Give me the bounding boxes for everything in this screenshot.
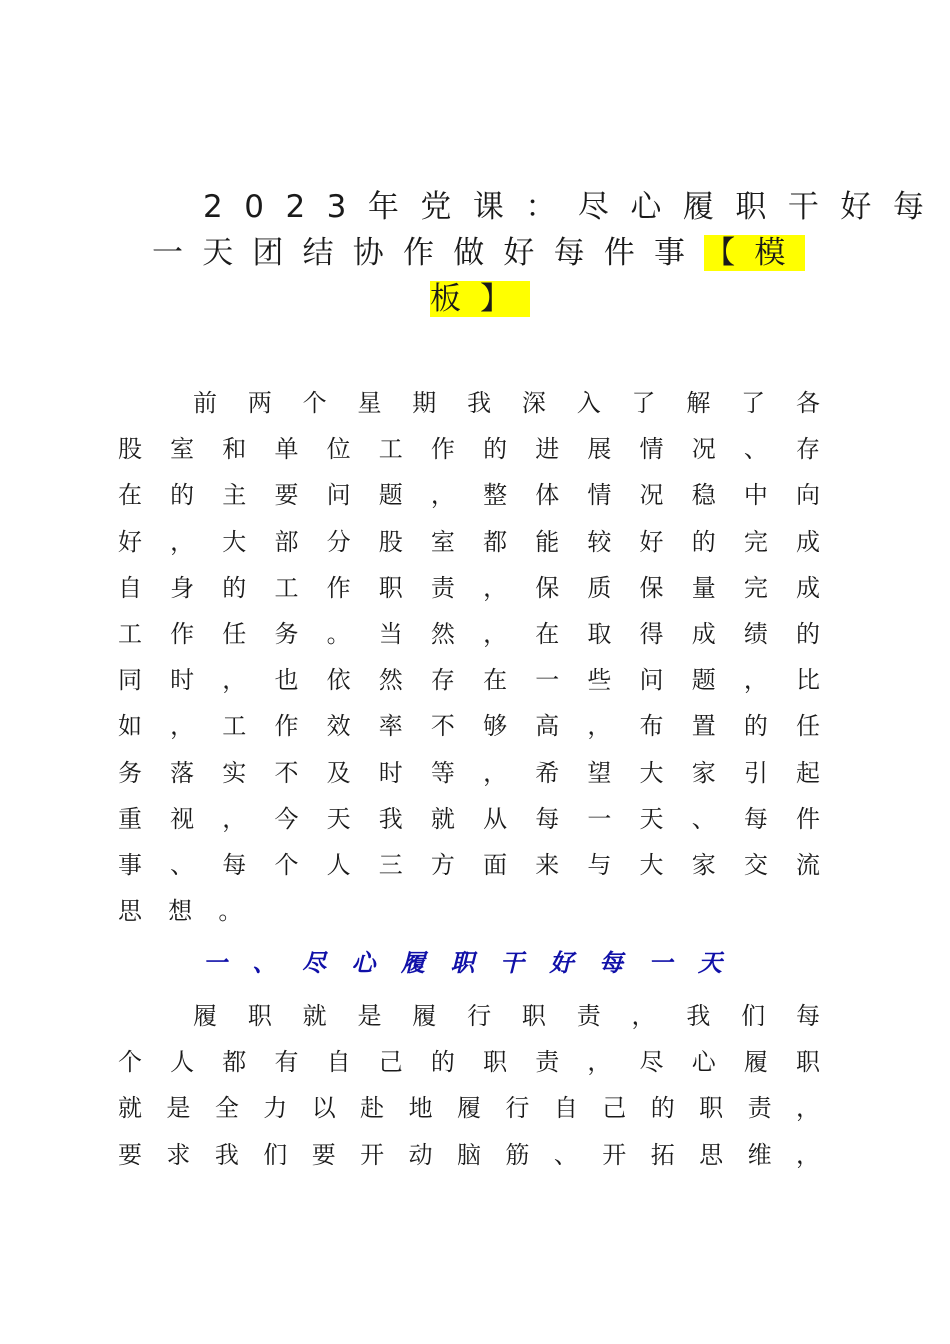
paragraph-char: 题 bbox=[378, 481, 403, 510]
paragraph-char: 职 bbox=[247, 1002, 272, 1030]
paragraph-char: 思 bbox=[699, 1140, 724, 1169]
paragraph-char: 一 bbox=[587, 804, 612, 833]
paragraph-char: ， bbox=[483, 620, 508, 648]
paragraph-char: 有 bbox=[274, 1048, 299, 1077]
paragraph-char: 较 bbox=[587, 527, 612, 556]
paragraph-char: 稳 bbox=[691, 481, 716, 510]
paragraph-char: 。 bbox=[218, 897, 243, 926]
paragraph-char: 实 bbox=[222, 758, 247, 787]
paragraph-char: 、 bbox=[170, 851, 195, 879]
paragraph-char: 今 bbox=[274, 804, 299, 833]
paragraph-char: 落 bbox=[170, 758, 195, 787]
paragraph-char: 方 bbox=[430, 851, 455, 879]
paragraph-char: 各 bbox=[796, 389, 820, 417]
paragraph-char: 分 bbox=[326, 527, 351, 556]
paragraph-char: 己 bbox=[378, 1048, 403, 1077]
paragraph-char: 地 bbox=[408, 1094, 433, 1123]
paragraph-char: 以 bbox=[311, 1094, 336, 1123]
paragraph-char: 的 bbox=[222, 573, 247, 602]
paragraph-char: 问 bbox=[639, 666, 664, 695]
paragraph-char: 前 bbox=[193, 389, 217, 417]
paragraph-char: 。 bbox=[326, 620, 351, 648]
paragraph-char: 也 bbox=[274, 666, 299, 695]
paragraph-char: 重 bbox=[118, 804, 142, 833]
paragraph-char: 不 bbox=[274, 758, 299, 787]
paragraph-char: 要 bbox=[118, 1140, 142, 1169]
paragraph-char: 存 bbox=[796, 435, 820, 464]
paragraph-char: 入 bbox=[576, 389, 601, 417]
paragraph-char: 动 bbox=[408, 1140, 433, 1169]
paragraph-char: 从 bbox=[483, 804, 508, 833]
paragraph-char: 保 bbox=[639, 573, 664, 602]
paragraph-char: 想 bbox=[168, 897, 193, 926]
title-line-3 bbox=[430, 276, 530, 322]
paragraph-char: 室 bbox=[170, 435, 195, 464]
paragraph-char: 责 bbox=[430, 573, 455, 602]
paragraph-char: 们 bbox=[263, 1140, 288, 1169]
paragraph-char: 个 bbox=[118, 1048, 142, 1077]
paragraph-char: ， bbox=[170, 527, 195, 556]
paragraph-char: ， bbox=[796, 1140, 820, 1169]
paragraph-char: 求 bbox=[166, 1140, 191, 1169]
paragraph-char: 任 bbox=[796, 712, 820, 741]
paragraph-char: ， bbox=[170, 712, 195, 741]
paragraph-char: 件 bbox=[796, 804, 820, 833]
paragraph-char: 的 bbox=[430, 1048, 455, 1077]
paragraph-char: 的 bbox=[483, 435, 508, 464]
paragraph-char: ， bbox=[430, 481, 455, 510]
paragraph-char: 解 bbox=[686, 389, 711, 417]
paragraph-char: 自 bbox=[553, 1094, 578, 1123]
paragraph-char: 每 bbox=[743, 804, 768, 833]
paragraph-char: 及 bbox=[326, 758, 351, 787]
paragraph-char: 、 bbox=[691, 804, 716, 833]
paragraph-char: 取 bbox=[587, 620, 612, 648]
paragraph-char: 赴 bbox=[360, 1094, 385, 1123]
paragraph-char: 部 bbox=[274, 527, 299, 556]
paragraph-char: 与 bbox=[587, 851, 612, 879]
paragraph-char: 和 bbox=[222, 435, 247, 464]
paragraph-char: 开 bbox=[360, 1140, 385, 1169]
paragraph-char: 保 bbox=[535, 573, 560, 602]
paragraph-char: 履 bbox=[193, 1002, 217, 1030]
paragraph-char: 工 bbox=[118, 620, 142, 648]
paragraph-char: 完 bbox=[743, 573, 768, 602]
paragraph-char: 天 bbox=[326, 804, 351, 833]
title-line-2 bbox=[152, 230, 805, 276]
paragraph-char: 存 bbox=[430, 666, 455, 695]
paragraph-char: 全 bbox=[214, 1094, 239, 1123]
paragraph-char: 来 bbox=[535, 851, 560, 879]
paragraph-char: 况 bbox=[639, 481, 664, 510]
paragraph-char: 维 bbox=[747, 1140, 772, 1169]
paragraph-char: 大 bbox=[639, 758, 664, 787]
paragraph-char: 好 bbox=[639, 527, 664, 556]
paragraph-char: 中 bbox=[743, 481, 768, 510]
paragraph-char: 责 bbox=[535, 1048, 560, 1077]
paragraph-char: 望 bbox=[587, 758, 612, 787]
paragraph-char: 就 bbox=[302, 1002, 327, 1030]
paragraph-char: ， bbox=[222, 666, 247, 695]
paragraph-char: 筋 bbox=[505, 1140, 530, 1169]
paragraph-char: 交 bbox=[743, 851, 768, 879]
paragraph-char: 作 bbox=[170, 620, 195, 648]
paragraph-char: 在 bbox=[118, 481, 142, 510]
paragraph-char: 每 bbox=[535, 804, 560, 833]
paragraph-char: 同 bbox=[118, 666, 142, 695]
paragraph-char: 流 bbox=[796, 851, 820, 879]
paragraph-char: 不 bbox=[430, 712, 455, 741]
paragraph-char: 大 bbox=[222, 527, 247, 556]
paragraph-char: 成 bbox=[796, 527, 820, 556]
paragraph-char: 的 bbox=[170, 481, 195, 510]
paragraph-char: 我 bbox=[467, 389, 492, 417]
paragraph-char: 每 bbox=[796, 1002, 820, 1030]
paragraph-char: 量 bbox=[691, 573, 716, 602]
paragraph-char: 天 bbox=[639, 804, 664, 833]
paragraph-char: 主 bbox=[222, 481, 247, 510]
paragraph-char: 布 bbox=[639, 712, 664, 741]
paragraph-char: 任 bbox=[222, 620, 247, 648]
paragraph-char: 人 bbox=[170, 1048, 195, 1077]
title-line-1: 2023年党课：尽心履职干好每 bbox=[203, 189, 946, 225]
paragraph-char: 尽 bbox=[639, 1048, 664, 1077]
paragraph-char: 每 bbox=[222, 851, 247, 879]
paragraph-char: 情 bbox=[587, 481, 612, 510]
paragraph-char: 我 bbox=[214, 1140, 239, 1169]
paragraph-char: 然 bbox=[430, 620, 455, 648]
paragraph-char: 心 bbox=[691, 1048, 716, 1077]
paragraph-char: 职 bbox=[796, 1048, 820, 1077]
paragraph-char: 要 bbox=[311, 1140, 336, 1169]
paragraph-char: 力 bbox=[263, 1094, 288, 1123]
paragraph-char: ， bbox=[743, 666, 768, 695]
paragraph-char: 时 bbox=[170, 666, 195, 695]
paragraph-char: 大 bbox=[639, 851, 664, 879]
paragraph-char: ， bbox=[483, 758, 508, 787]
paragraph-char: 比 bbox=[796, 666, 820, 695]
paragraph-char: 思 bbox=[118, 897, 142, 926]
paragraph-char: 职 bbox=[521, 1002, 546, 1030]
paragraph-char: 是 bbox=[166, 1094, 191, 1123]
paragraph-char: 人 bbox=[326, 851, 351, 879]
paragraph-char: 展 bbox=[587, 435, 612, 464]
paragraph-char: 履 bbox=[457, 1094, 481, 1123]
section-heading-1: 一、尽心履职干好每一天 bbox=[203, 949, 748, 977]
paragraph-char: 职 bbox=[483, 1048, 508, 1077]
paragraph-char: 视 bbox=[170, 804, 195, 833]
paragraph-char: 都 bbox=[483, 527, 508, 556]
paragraph-char: 职 bbox=[378, 573, 403, 602]
paragraph-char: 绩 bbox=[743, 620, 768, 648]
paragraph-char: 的 bbox=[691, 527, 716, 556]
paragraph-char: 自 bbox=[326, 1048, 351, 1077]
paragraph-char: 好 bbox=[118, 527, 142, 556]
paragraph-char: 三 bbox=[378, 851, 403, 879]
title-line-2-text: 一天团结协作做好每件事 bbox=[152, 235, 705, 271]
paragraph-char: 些 bbox=[587, 666, 612, 695]
paragraph-char: 股 bbox=[378, 527, 403, 556]
paragraph-char: 家 bbox=[691, 758, 716, 787]
paragraph-char: ， bbox=[631, 1002, 656, 1030]
paragraph-char: 责 bbox=[747, 1094, 772, 1123]
paragraph-char: 两 bbox=[247, 389, 272, 417]
paragraph-char: 时 bbox=[378, 758, 403, 787]
paragraph-char: 工 bbox=[274, 573, 299, 602]
paragraph-char: 依 bbox=[326, 666, 351, 695]
paragraph-char: 高 bbox=[535, 712, 560, 741]
paragraph-char: 我 bbox=[378, 804, 403, 833]
paragraph-char: 们 bbox=[741, 1002, 766, 1030]
paragraph-char: ， bbox=[796, 1094, 820, 1123]
paragraph-char: 行 bbox=[505, 1094, 530, 1123]
paragraph-char: 职 bbox=[699, 1094, 724, 1123]
paragraph-char: 要 bbox=[274, 481, 299, 510]
paragraph-char: 、 bbox=[743, 435, 768, 464]
paragraph-char: 体 bbox=[535, 481, 560, 510]
paragraph-char: 效 bbox=[326, 712, 351, 741]
paragraph-char: 就 bbox=[118, 1094, 142, 1123]
paragraph-char: ， bbox=[483, 573, 508, 602]
paragraph-char: 家 bbox=[691, 851, 716, 879]
paragraph-char: 作 bbox=[326, 573, 351, 602]
paragraph-char: 星 bbox=[357, 389, 382, 417]
paragraph-char: ， bbox=[587, 1048, 612, 1077]
paragraph-char: 完 bbox=[743, 527, 768, 556]
paragraph-char: 情 bbox=[639, 435, 664, 464]
paragraph-char: 问 bbox=[326, 481, 351, 510]
paragraph-char: 了 bbox=[631, 389, 656, 417]
paragraph-char: 在 bbox=[535, 620, 560, 648]
paragraph-char: 题 bbox=[691, 666, 716, 695]
paragraph-char: 个 bbox=[302, 389, 327, 417]
paragraph-char: 成 bbox=[691, 620, 716, 648]
paragraph-char: 然 bbox=[378, 666, 403, 695]
paragraph-char: 单 bbox=[274, 435, 299, 464]
paragraph-char: 够 bbox=[483, 712, 508, 741]
paragraph-char: 等 bbox=[430, 758, 455, 787]
paragraph-char: 脑 bbox=[457, 1140, 481, 1169]
title-highlight-1: 【模 bbox=[704, 235, 805, 271]
paragraph-char: 履 bbox=[412, 1002, 437, 1030]
paragraph-char: 都 bbox=[222, 1048, 247, 1077]
paragraph-char: 室 bbox=[430, 527, 455, 556]
paragraph-char: 己 bbox=[602, 1094, 627, 1123]
paragraph-char: 向 bbox=[796, 481, 820, 510]
paragraph-char: 务 bbox=[274, 620, 299, 648]
paragraph-char: 作 bbox=[430, 435, 455, 464]
paragraph-char: 的 bbox=[796, 620, 820, 648]
paragraph-char: 率 bbox=[378, 712, 403, 741]
paragraph-char: 起 bbox=[796, 758, 820, 787]
paragraph-char: 的 bbox=[650, 1094, 675, 1123]
paragraph-char: 行 bbox=[467, 1002, 492, 1030]
paragraph-char: 能 bbox=[535, 527, 560, 556]
paragraph-char: 工 bbox=[222, 712, 247, 741]
paragraph-char: 我 bbox=[686, 1002, 711, 1030]
paragraph-char: 一 bbox=[535, 666, 560, 695]
paragraph-char: 身 bbox=[170, 573, 195, 602]
paragraph-char: 开 bbox=[602, 1140, 627, 1169]
paragraph-char: 是 bbox=[357, 1002, 382, 1030]
paragraph-char: 面 bbox=[483, 851, 508, 879]
paragraph-char: ， bbox=[222, 804, 247, 833]
paragraph-char: 质 bbox=[587, 573, 612, 602]
paragraph-char: 的 bbox=[743, 712, 768, 741]
paragraph-char: 工 bbox=[378, 435, 403, 464]
paragraph-char: 得 bbox=[639, 620, 664, 648]
paragraph-char: 当 bbox=[378, 620, 403, 648]
paragraph-char: 期 bbox=[412, 389, 437, 417]
paragraph-char: 作 bbox=[274, 712, 299, 741]
paragraph-char: 拓 bbox=[650, 1140, 675, 1169]
paragraph-char: 履 bbox=[743, 1048, 768, 1077]
paragraph-char: 希 bbox=[535, 758, 560, 787]
paragraph-char: 责 bbox=[576, 1002, 601, 1030]
paragraph-char: 成 bbox=[796, 573, 820, 602]
title-highlight-2: 板】 bbox=[430, 281, 530, 317]
paragraph-char: 深 bbox=[521, 389, 546, 417]
paragraph-char: 整 bbox=[483, 481, 508, 510]
paragraph-char: 股 bbox=[118, 435, 142, 464]
paragraph-char: 在 bbox=[483, 666, 508, 695]
paragraph-char: 如 bbox=[118, 712, 142, 741]
paragraph-char: 位 bbox=[326, 435, 351, 464]
paragraph-char: 引 bbox=[743, 758, 768, 787]
paragraph-char: 进 bbox=[535, 435, 560, 464]
paragraph-char: 个 bbox=[274, 851, 299, 879]
paragraph-char: 务 bbox=[118, 758, 142, 787]
paragraph-char: 况 bbox=[691, 435, 716, 464]
paragraph-char: 自 bbox=[118, 573, 142, 602]
paragraph-char: 置 bbox=[691, 712, 716, 741]
paragraph-char: 事 bbox=[118, 851, 142, 879]
paragraph-char: 就 bbox=[430, 804, 455, 833]
paragraph-char: 了 bbox=[741, 389, 766, 417]
paragraph-char: ， bbox=[587, 712, 612, 741]
paragraph-char: 、 bbox=[553, 1140, 578, 1169]
